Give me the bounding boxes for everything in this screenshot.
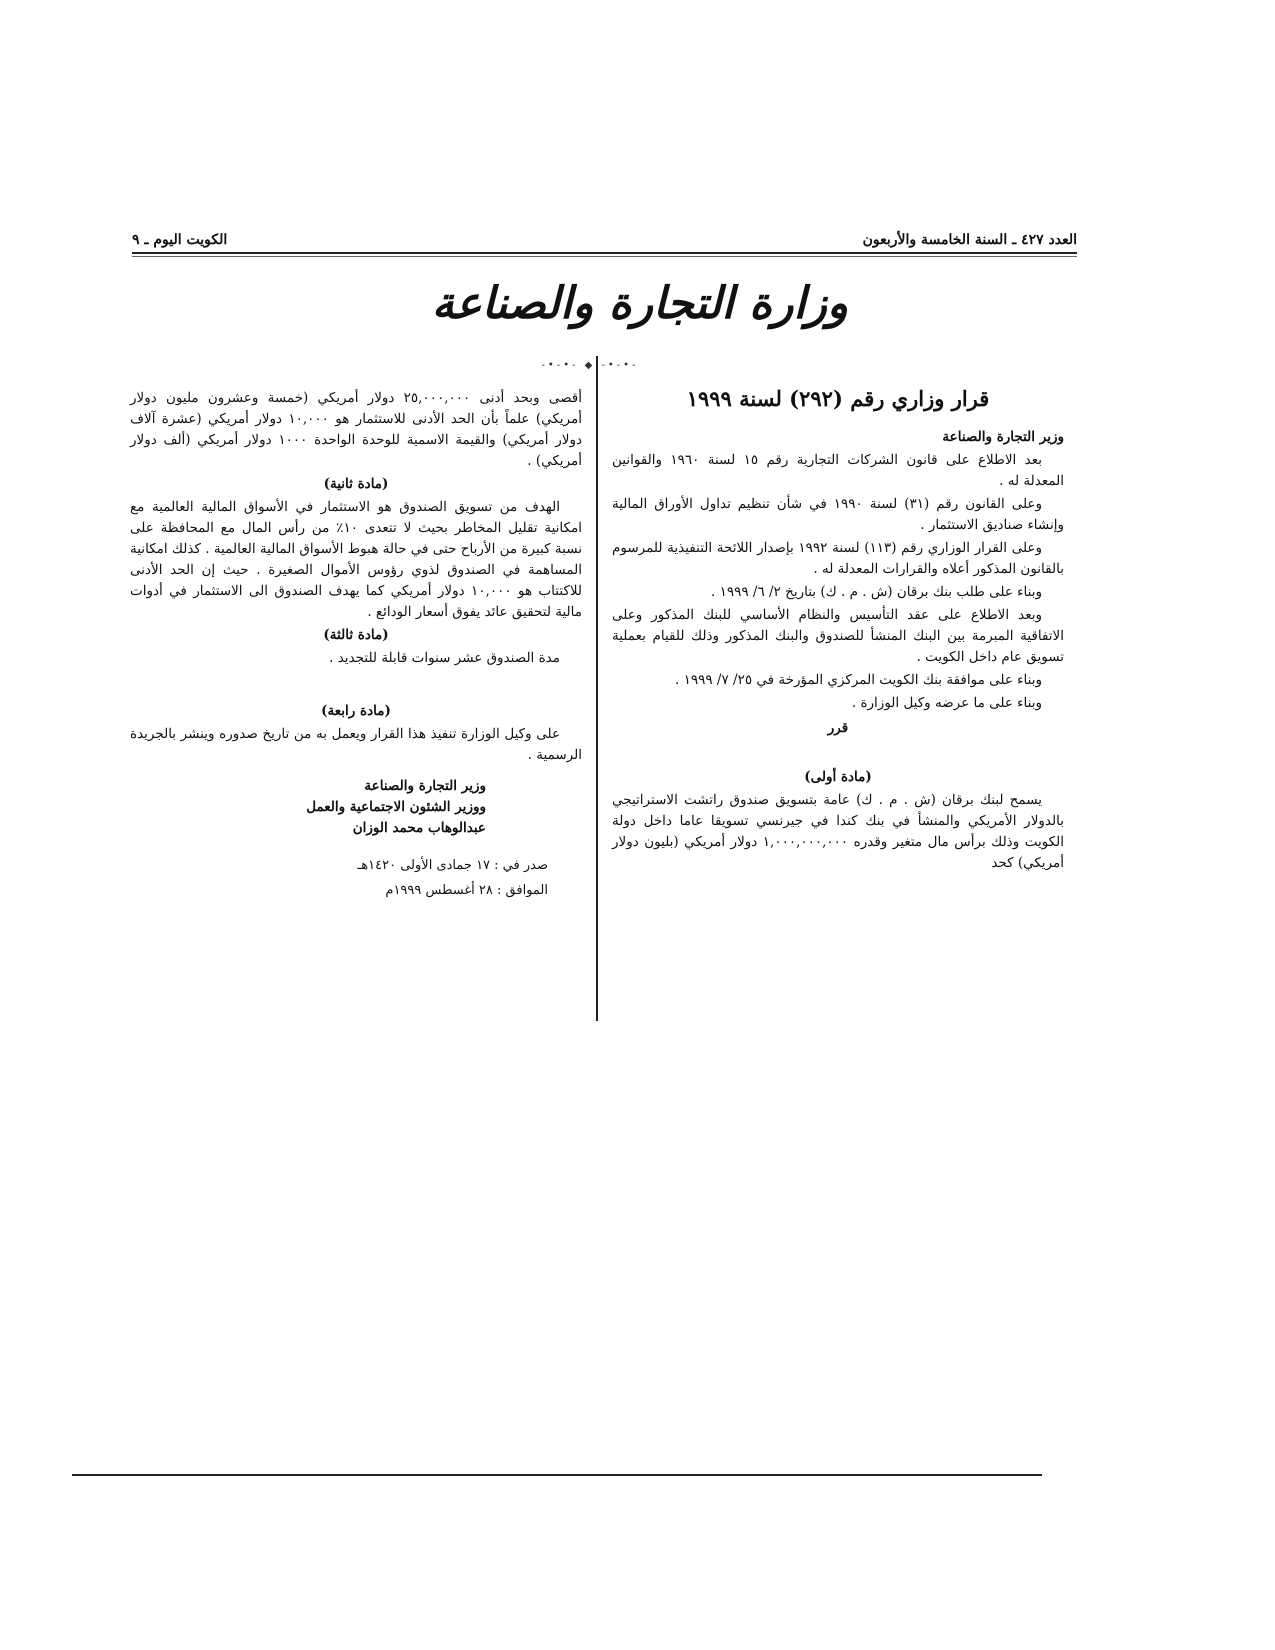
decides-heading: قرر — [827, 720, 849, 736]
right-column — [612, 388, 1064, 876]
preamble-item: وعلى القانون رقم (٣١) لسنة ١٩٩٠ في شأن تنظيم تداول الأوراق المالية وإنشاء صناديق الاستثمار . — [612, 496, 1064, 533]
decision-title: قرار وزاري رقم (٢٩٢) لسنة ١٩٩٩ — [686, 386, 990, 411]
issue-dates — [130, 855, 582, 901]
issued-date: صدر في : ١٧ جمادى الأولى ١٤٢٠هـ — [357, 858, 548, 873]
article-1-text: يسمح لبنك برقان (ش . م . ك) عامة بتسويق صندوق راتشت الاستراتيجي بالدولار الأمريكي والمنشأ في بنك كندا في جيرنسي تسويقا عاما داخل دولة الكويت وذلك برأس مال متغير وقدره ١,٠٠٠,٠٠٠,٠٠٠ دولار أمريكي (بليون دولار أمريكي) كحد — [612, 792, 1064, 871]
preamble-item: وبناء على ما عرضه وكيل الوزارة . — [851, 695, 1042, 711]
preamble-item: وبعد الاطلاع على عقد التأسيس والنظام الأساسي للبنك المذكور وعلى الاتفاقية المبرمة بين البنك المنشأ للصندوق والبنك المذكور وذلك للقيام بعملية تسويق عام داخل الكويت . — [612, 607, 1064, 665]
signature-block — [130, 776, 582, 839]
preamble-item: وبناء على موافقة بنك الكويت المركزي المؤرخة في ٢٥/ ٧/ ١٩٩٩ . — [675, 672, 1042, 688]
corresponding-date: الموافق : ٢٨ أغسطس ١٩٩٩م — [385, 883, 548, 898]
header-rule-thin — [132, 256, 1077, 257]
article-3-text: مدة الصندوق عشر سنوات قابلة للتجديد . — [329, 650, 560, 666]
issue-info: العدد ٤٢٧ ـ السنة الخامسة والأربعون — [862, 232, 1077, 248]
article-3-title: (مادة ثالثة) — [323, 627, 389, 643]
article-4-text: على وكيل الوزارة تنفيذ هذا القرار ويعمل به من تاريخ صدوره وينشر بالجريدة الرسمية . — [130, 726, 582, 763]
publication-name: الكويت اليوم ـ ٩ — [132, 232, 228, 248]
signatory-title-1: وزير التجارة والصناعة — [364, 778, 486, 794]
preamble-item: بعد الاطلاع على قانون الشركات التجارية رقم ١٥ لسنة ١٩٦٠ والقوانين المعدلة له . — [612, 452, 1064, 489]
preamble-item: وبناء على طلب بنك برقان (ش . م . ك) بتاريخ ٢/ ٦/ ١٩٩٩ . — [710, 584, 1042, 600]
spacer — [130, 671, 582, 701]
left-column — [130, 388, 582, 905]
article-2-title: (مادة ثانية) — [323, 476, 389, 492]
article-1-title: (مادة أولى) — [804, 769, 872, 785]
article-1-continuation: أقصى وبحد أدنى ٢٥,٠٠٠,٠٠٠ دولار أمريكي (خمسة وعشرون مليون دولار أمريكي) علماً بأن الحد الأدنى للاستثمار هو ١٠,٠٠٠ دولار أمريكي (عشرة آلاف دولار أمريكي) والقيمة الاسمية للوحدة الواحدة ١٠٠٠ دولار أمريكي (ألف دولار أمريكي) . — [130, 390, 582, 469]
signatory-title-2: ووزير الشئون الاجتماعية والعمل — [306, 799, 486, 815]
bottom-rule — [72, 1474, 1042, 1476]
signatory-name: عبدالوهاب محمد الوزان — [352, 820, 486, 836]
decision-issuer: وزير التجارة والصناعة — [942, 429, 1064, 445]
article-4-title: (مادة رابعة) — [321, 703, 391, 719]
ornament-divider: -•-•- ◆ -•-•- — [541, 360, 639, 371]
header-rule — [132, 252, 1077, 254]
article-2-text: الهدف من تسويق الصندوق هو الاستثمار في الأسواق المالية العالمية مع امكانية تقليل المخاطر بحيث لا تتعدى ١٠٪ من رأس المال مع المحافظة على نسبة كبيرة من الأرباح حتى في حالة هبوط الأسواق المالية العالمية . كذلك امكانية المساهمة في الصندوق لذوي رؤوس الأموال الصغيرة . حيث إن الحد الأدنى للاكتتاب هو ١٠,٠٠٠ دولار أمريكي كما يهدف الصندوق الى الاستثمار في أدوات مالية لتحقيق عائد يفوق أسعار الودائع . — [130, 499, 582, 620]
column-divider — [596, 356, 598, 1021]
page-header — [132, 226, 1077, 254]
ministry-masthead: وزارة التجارة والصناعة — [431, 278, 849, 329]
preamble-item: وعلى القرار الوزاري رقم (١١٣) لسنة ١٩٩٢ بإصدار اللائحة التنفيذية للمرسوم بالقانون المذكور أعلاه والقرارات المعدلة له . — [612, 540, 1064, 577]
